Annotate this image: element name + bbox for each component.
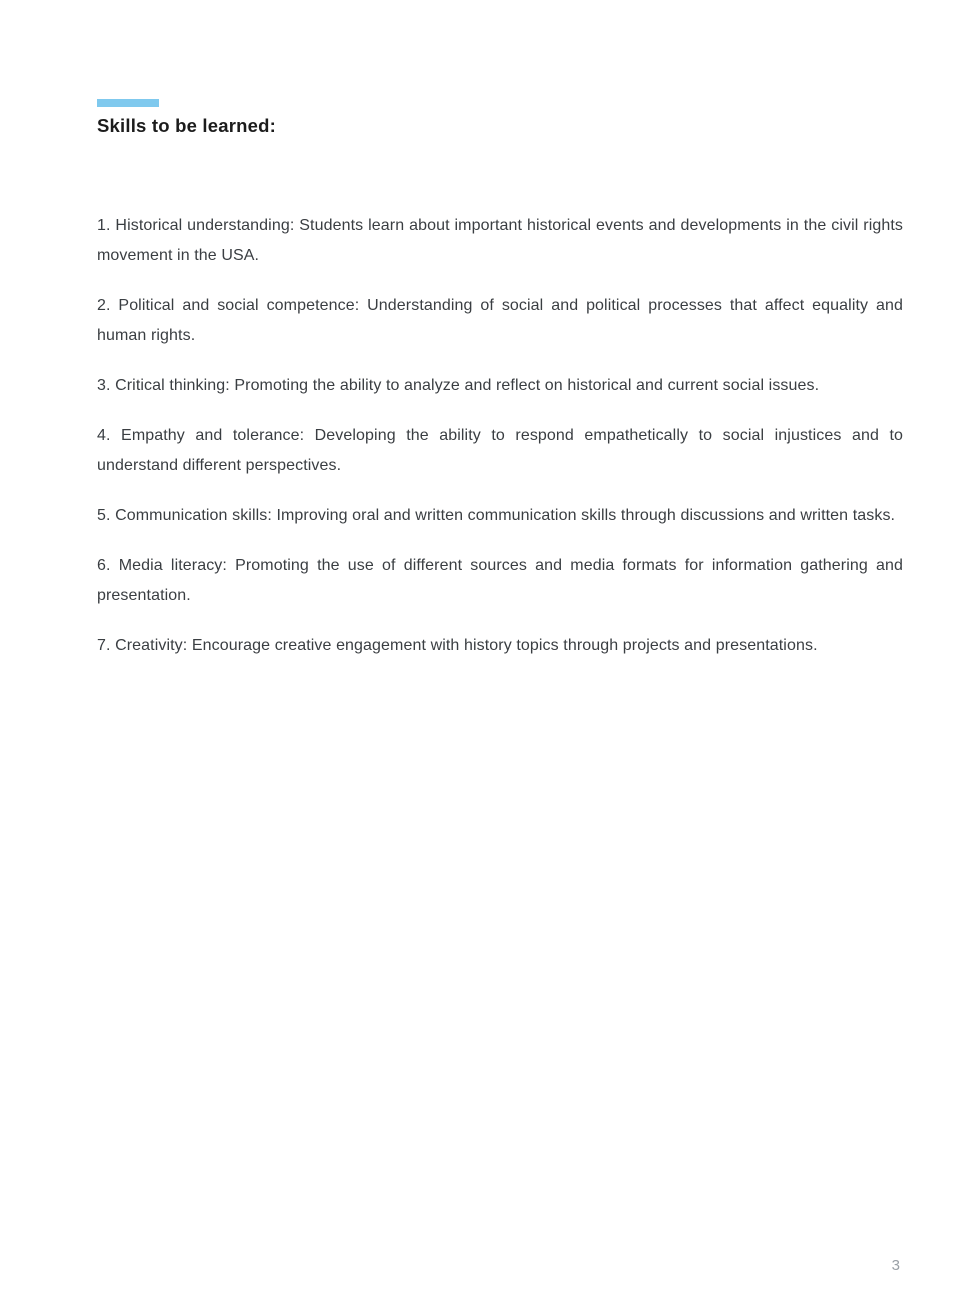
list-item-1: 1. Historical understanding: Students learn about important historical events and developments in the civil rights movement in the USA.: [97, 217, 903, 264]
list-item-2: 2. Political and social competence: Understanding of social and political processes that affect equality and human rights.: [97, 297, 903, 344]
list-item-5: 5. Communication skills: Improving oral and written communication skills through discussions and written tasks.: [97, 507, 896, 524]
skills-list: [97, 211, 903, 661]
page-title: Skills to be learned:: [97, 115, 276, 136]
list-item-3: 3. Critical thinking: Promoting the ability to analyze and reflect on historical and current social issues.: [97, 377, 820, 394]
page-number: 3: [891, 1257, 900, 1274]
list-item-4: 4. Empathy and tolerance: Developing the ability to respond empathetically to social injustices and to understand different perspectives.: [97, 427, 903, 474]
accent-bar: [97, 99, 159, 107]
list-item-6: 6. Media literacy: Promoting the use of different sources and media formats for information gathering and presentation.: [97, 557, 903, 604]
list-item-7: 7. Creativity: Encourage creative engagement with history topics through projects and presentations.: [97, 637, 818, 654]
